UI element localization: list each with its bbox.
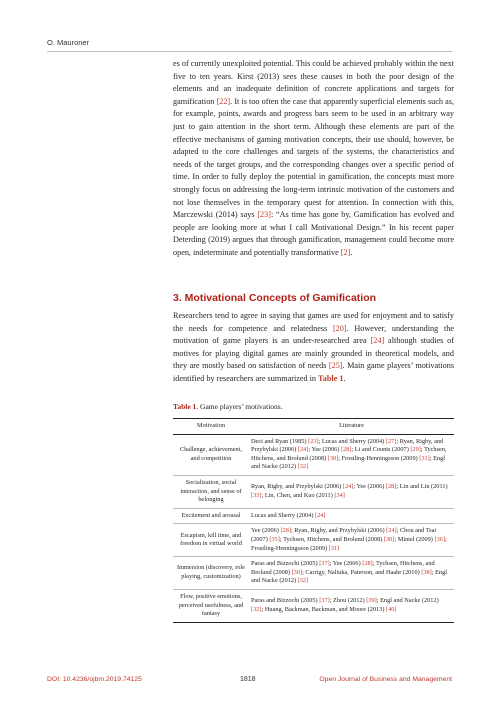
citation-link[interactable]: [30] [291, 568, 303, 576]
citation-link[interactable]: [24] [297, 446, 309, 454]
body-column-bottom [173, 310, 454, 386]
footer-doi: DOI: 10.4236/ojbm.2019.74125 [47, 676, 142, 683]
citation-link[interactable]: [24] [386, 527, 397, 535]
text-run: ; Frostling-Henningsson (2009) [251, 535, 447, 552]
text-run: ; Yee (2006) [353, 483, 386, 491]
section-heading: 3. Motivational Concepts of Gamification [173, 292, 377, 304]
citation-link[interactable]: [25] [328, 361, 343, 371]
citation-link[interactable]: [39] [366, 597, 377, 605]
citation-link[interactable]: [32] [297, 577, 309, 585]
table-row [173, 475, 454, 508]
text-run: Paras and Bizzochi (2005) [251, 560, 320, 568]
citation-link[interactable]: [40] [386, 605, 397, 613]
column-header-motivation: Motivation [173, 419, 249, 435]
text-run: ; Tychsen, Hitchens, and Brolund (2008) [279, 535, 384, 543]
literature-cell [249, 524, 454, 557]
table-row [173, 524, 454, 557]
text-run: ; Lin, Chen, and Kuo (2011) [261, 491, 335, 499]
motivation-cell: Escapism, kill time, and freedom in virtual world [173, 524, 249, 557]
text-run: : “As time has gone by, Gamification has evolved and people are looking more at what I call Motivational Design.” In his recent paper Deterding (2019) argues that through gamification, management could become more open, indeterminate and potentially transformative [173, 210, 454, 257]
literature-cell [249, 508, 454, 524]
text-run: ; Lin and Lin (2011) [396, 483, 448, 491]
text-run: Paras and Bizzochi (2005) [251, 597, 320, 605]
citation-link[interactable]: [28] [385, 483, 397, 491]
text-run: ; Engl and Nacke (2012) [251, 454, 445, 471]
text-run: ; Tychsen, Hitchens, and Brolund (2008) [251, 446, 447, 462]
citation-link[interactable]: [27] [385, 437, 397, 445]
citation-link[interactable]: [30] [327, 454, 339, 462]
text-run: es of currently unexploited potential. This could be achieved probably within the next five to ten years. Kirst (2013) sees these causes in both the poor design of the elements and an inadequate definition of concrete applications and targets for gamification [173, 59, 454, 106]
literature-cell [249, 557, 454, 590]
table-caption-text: . Game players’ motivations. [196, 402, 283, 411]
text-run: Deci and Ryan (1985) [251, 437, 309, 445]
body-paragraph-1 [173, 58, 454, 260]
literature-cell [249, 475, 454, 508]
table-row [173, 589, 454, 622]
motivation-cell: Immersion (discovery, role playing, customization) [173, 557, 249, 590]
citation-link[interactable]: [37] [319, 560, 330, 568]
text-run: ; Ryan, Rigby, and Przybylski (2006) [251, 437, 444, 454]
motivation-cell: Challenge, achievement, and competition [173, 434, 249, 475]
body-paragraph-2 [173, 310, 454, 386]
citation-link[interactable]: [38] [421, 568, 432, 576]
citation-link[interactable]: [28] [362, 560, 373, 568]
citation-link[interactable]: [30] [383, 535, 395, 543]
table-row [173, 508, 454, 524]
text-run: Researchers tend to agree in saying that games are used for enjoyment and to satisfy the needs for competence and relatedness [173, 311, 454, 333]
running-header-author: O. Mauroner [47, 38, 90, 47]
text-run: although studies of motives for playing digital games are mainly grounded in theoretical models, and they are mostly based on satisfaction of needs [173, 336, 454, 371]
body-column-top [173, 58, 454, 260]
text-run: ; Mintel (2009) [394, 535, 435, 543]
citation-link[interactable]: [24] [370, 336, 385, 346]
citation-link[interactable]: [24] [315, 511, 326, 519]
table-row [173, 434, 454, 475]
text-run: . Main game players’ motivations identified by researchers are summarized in [173, 361, 454, 383]
citation-link[interactable]: [29] [410, 446, 421, 454]
citation-link[interactable]: [33] [251, 491, 262, 499]
text-run: ; Engl and Nacke (2012) [376, 597, 439, 605]
citation-link[interactable]: [28] [340, 446, 352, 454]
citation-link[interactable]: [23] [257, 210, 271, 220]
citation-link[interactable]: [32] [297, 463, 309, 471]
text-run: ; Chou and Tsai (2007) [251, 527, 437, 543]
text-run: ; Ryan, Rigby, and Przybylski (2006) [290, 527, 387, 535]
text-run: ; Li and Counts (2007) [351, 446, 411, 454]
citation-link[interactable]: [32] [251, 605, 262, 613]
text-run: Ryan, Rigby, and Przybylski (2006) [251, 483, 343, 491]
text-run: ; Carrigy, Naliuka, Paterson, and Haahr (2010) [302, 568, 422, 576]
citation-link[interactable]: [2] [340, 247, 351, 257]
text-run: . However, understanding the motivation of game players is an under-researched area [173, 323, 454, 346]
table-caption [173, 402, 283, 411]
text-run: ; Yee (2006) [308, 446, 341, 454]
citation-link[interactable]: [36] [434, 535, 445, 543]
text-run: ; Huang, Backman, Backman, and Moore (2013) [261, 605, 387, 613]
citation-link[interactable]: [37] [319, 597, 330, 605]
text-run: ; Zhou (2012) [329, 597, 367, 605]
motivation-cell: Flow, positive emotions, perceived usefulness, and fantasy [173, 589, 249, 622]
citation-link[interactable]: Table 1 [318, 373, 344, 383]
citation-link[interactable]: [23] [308, 437, 319, 445]
column-header-literature: Literature [249, 419, 454, 435]
text-run: ; Tychsen, Hitchens, and Brolund (2008) [251, 560, 435, 576]
table-header-row [173, 419, 454, 435]
table-row [173, 557, 454, 590]
citation-link[interactable]: [28] [280, 527, 291, 535]
citation-link[interactable]: [22] [216, 96, 231, 106]
text-run: ; Engl and Nacke (2012) [251, 568, 447, 585]
motivations-table [173, 418, 454, 623]
literature-cell [249, 434, 454, 475]
text-run: Lucas and Sherry (2004) [251, 511, 315, 519]
citation-link[interactable]: [35] [269, 535, 280, 543]
table-caption-label: Table 1 [173, 402, 197, 411]
motivation-cell: Socialization, social interaction, and sense of belonging [173, 475, 249, 508]
citation-link[interactable]: [24] [342, 483, 354, 491]
citation-link[interactable]: [20] [332, 323, 347, 333]
citation-link[interactable]: [31] [419, 454, 430, 462]
text-run: ; Lucas and Sherry (2004) [318, 437, 386, 445]
citation-link[interactable]: [34] [334, 491, 345, 499]
header-divider [47, 51, 452, 52]
text-run: . It is too often the case that apparently superficial elements such as, for example, points, awards and progress bars seem to be used in an arbitrary way just to gain attention in the short term. Although these elements are part of the effective mechanisms of gaming motivation concepts, their use should, however, be adapted to the core challenges and targets of the systems, the characteristics and needs of the target groups, and the corresponding changes over a specific period of time. In order to fully deploy the potential in gamification, the concepts must more strongly focus on addressing the long-term intrinsic motivation of the customers and not lose themselves in the temporary quest for attention. In connection with this, Marczewski (2014) says [173, 96, 454, 220]
literature-cell [249, 589, 454, 622]
motivation-cell: Excitement and arousal [173, 508, 249, 524]
text-run: Yee (2006) [251, 527, 281, 535]
footer-journal-name: Open Journal of Business and Management [319, 676, 452, 683]
text-run: ; Yee (2006) [329, 560, 363, 568]
text-run: ; Frostling-Henningsson (2009) [338, 454, 420, 462]
text-run: . [343, 373, 346, 383]
footer-page-number: 1818 [240, 676, 256, 683]
citation-link[interactable]: [31] [328, 544, 340, 552]
text-run: . [350, 247, 353, 257]
